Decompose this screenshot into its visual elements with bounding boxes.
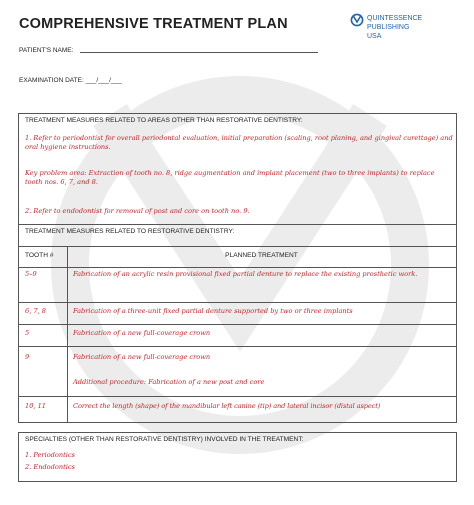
patient-name-label: PATIENT'S NAME: — [19, 47, 74, 54]
non-restorative-heading: TREATMENT MEASURES RELATED TO AREAS OTHER THAN RESTORATIVE DENTISTRY: — [25, 117, 303, 124]
table-row — [19, 324, 456, 346]
non-restorative-section — [18, 113, 457, 225]
planned-treatment: Fabrication of a three-unit fixed partial denture supported by two or three implants — [73, 307, 353, 315]
tooth-number: 5 — [25, 329, 30, 337]
tooth-number: 10, 11 — [25, 402, 46, 410]
publisher-logo — [350, 13, 460, 40]
restorative-section — [18, 224, 457, 423]
tooth-number: 9 — [25, 353, 30, 361]
table-header-row — [19, 246, 456, 267]
exam-date-label: EXAMINATION DATE: ___/___/___ — [19, 77, 122, 84]
referral-periodontist: 1. Refer to periodontist for overall periodontal evaluation, initial preparation (scaling, root planing, and gingival curettage) and oral hygiene instructions. — [25, 134, 453, 151]
planned-treatment: Fabrication of an acrylic resin provisional fixed partial denture to replace the existing prosthetic work. — [73, 270, 418, 278]
table-row — [19, 267, 456, 302]
col-header-treatment: PLANNED TREATMENT — [225, 252, 298, 259]
col-header-tooth: TOOTH # — [25, 252, 54, 259]
referral-endodontist: 2. Refer to endodontist for removal of post and core on tooth no. 9. — [25, 207, 250, 215]
planned-treatment: Fabrication of a new full-coverage crown — [73, 353, 211, 361]
specialties-heading: SPECIALTIES (OTHER THAN RESTORATIVE DENTISTRY) INVOLVED IN THE TREATMENT: — [25, 436, 304, 443]
publisher-country: USA — [367, 33, 382, 40]
planned-treatment: Correct the length (shape) of the mandibular left canine (tip) and lateral incisor (distal aspect) — [73, 402, 381, 410]
page-title: COMPREHENSIVE TREATMENT PLAN — [19, 16, 288, 32]
tooth-number: 6, 7, 8 — [25, 307, 46, 315]
quintessence-logo-icon — [350, 13, 364, 27]
table-row — [19, 302, 456, 324]
additional-procedure: Additional procedure: Fabrication of a new post and core — [73, 378, 265, 386]
specialties-section — [18, 432, 457, 482]
page-header — [19, 13, 460, 40]
patient-name-field[interactable] — [80, 52, 318, 53]
specialty-item: 2. Endodontics — [25, 463, 75, 471]
key-problem-area: Key problem area: Extraction of tooth no. 8, ridge augmentation and implant placement (two to three implants) to replace tooth nos. 6, 7, and 8. — [25, 169, 435, 186]
restorative-heading: TREATMENT MEASURES RELATED TO RESTORATIVE DENTISTRY: — [25, 228, 235, 235]
planned-treatment: Fabrication of a new full-coverage crown — [73, 329, 211, 337]
table-row — [19, 396, 456, 423]
tooth-number: 5–9 — [25, 270, 37, 278]
publisher-name: QUINTESSENCE PUBLISHING — [367, 15, 423, 31]
table-row — [19, 346, 456, 396]
specialty-item: 1. Periodontics — [25, 451, 75, 459]
